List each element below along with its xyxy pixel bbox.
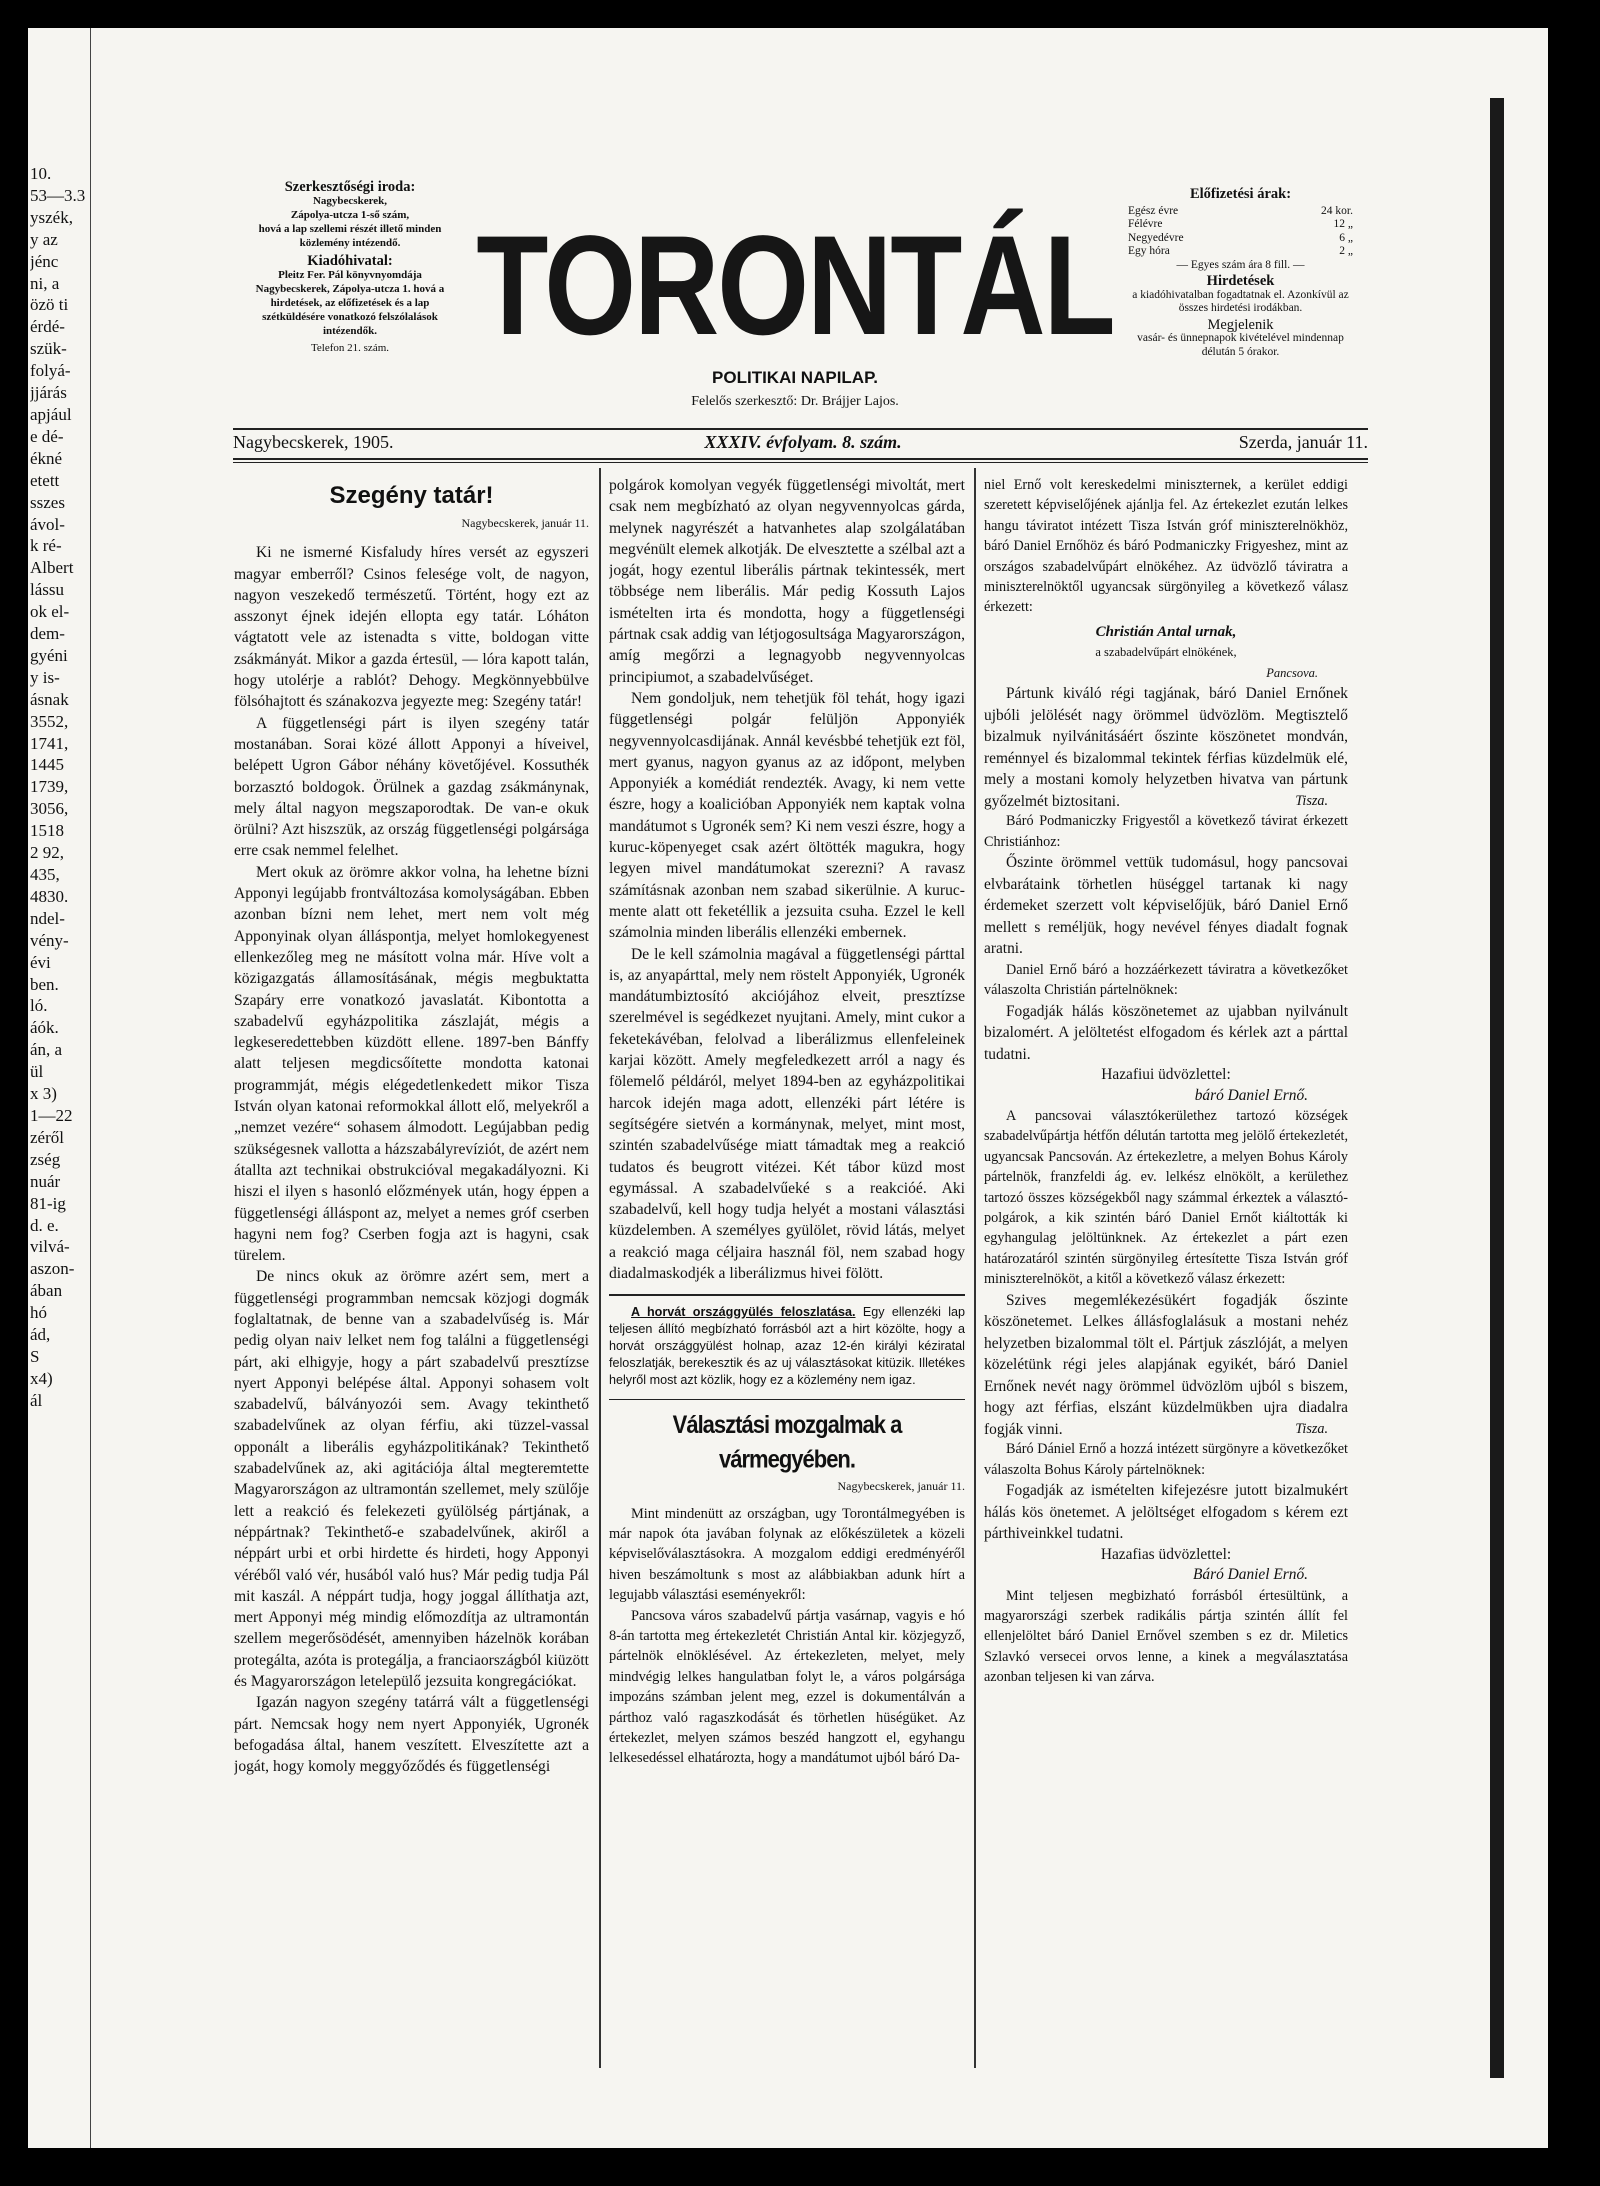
- volume-number: XXXIV. évfolyam. 8. szám.: [704, 432, 902, 452]
- margin-fragment: sszes: [30, 492, 65, 512]
- adjacent-page-fragments: [30, 163, 88, 2063]
- greeting: Hazafiui üdvözlettel:: [1101, 1066, 1231, 1084]
- paragraph: Báró Dániel Ernő a hozzá intézett sürgönyre a következőket válaszolta Bohus Károly pártelnöknek:: [984, 1441, 1348, 1478]
- telegram: Őszinte örömmel vettük tudomásul, hogy pancsovai elvbarátaink törhetlen hüséggel tartanak ki nagy érdemeket szerzett volt képviselőjük, báró Daniel Ernő mellett s reméljük, hogy nevével fényes diadalt fognak aratni.: [984, 854, 1348, 958]
- margin-fragment: 3056,: [30, 799, 69, 819]
- margin-fragment: jénc: [30, 251, 59, 271]
- margin-fragment: 10.: [30, 164, 52, 183]
- double-rule-2: [233, 462, 1368, 463]
- paragraph: Daniel Ernő báró a hozzáérkezett táviratra a következőket válaszolta Christián pártelnöknek:: [984, 961, 1348, 999]
- addressee-place: Pancsova.: [1266, 665, 1318, 680]
- publisher-body: Pleitz Fer. Pál könyvnyomdája Nagybecskerek, Zápolya-utcza 1. hová a hirdetések, az előfizetések és a lap szétküldésére vonatkozó felszólalások intézendők.: [255, 269, 445, 337]
- section-rule: [609, 1399, 965, 1401]
- column-2: [609, 475, 965, 2085]
- margin-fragment: 3552,: [30, 711, 69, 731]
- margin-fragment: jjárás: [30, 383, 67, 403]
- appears-body: vasár- és ünnepnapok kivételével mindennap délután 5 órakor.: [1137, 332, 1344, 358]
- masthead-editor: Felelős szerkesztő: Dr. Brájjer Lajos.: [691, 394, 899, 409]
- notice-body: Egy ellenzéki lap teljesen állító megbízható forrásból azt a hirt közölte, hogy a horvát országgyülést holnap, azaz 12-én királyi kéziratal feloszlatják, berekesztik és az uj választásokat kitüzik. Illetékes helyről most azt közlik, hogy ez a közlemény nem igaz.: [609, 1304, 965, 1387]
- margin-fragment: szük-: [30, 339, 67, 359]
- appears-title: Megjelenik: [1207, 316, 1274, 333]
- margin-fragment: áók.: [30, 1018, 59, 1038]
- paragraph: Igazán nagyon szegény tatárrá vált a függetlenségi párt. Nemcsak hogy nem nyert Apponyiék, Ugronék befogadása által, hanem veszített. Elveszítette azt a jogát, hogy komoly meggyőződés és függetlenségi: [234, 1694, 589, 1776]
- margin-fragment: x 3): [30, 1084, 57, 1104]
- ads-body: a kiadóhivatalban fogadtatnak el. Azonkívül az összes hirdetési irodákban.: [1132, 288, 1349, 314]
- margin-fragment: hó: [30, 1303, 47, 1323]
- margin-fragment: lássu: [30, 580, 64, 600]
- margin-fragment: ékné: [30, 448, 63, 468]
- margin-fragment: gyéni: [30, 645, 68, 665]
- article-title: Szegény tatár!: [329, 482, 494, 509]
- signature: Tisza.: [1295, 793, 1328, 810]
- newspaper-page: [28, 28, 1548, 2148]
- margin-fragment: ásnak: [30, 689, 69, 709]
- margin-fragment: 4830.: [30, 886, 69, 906]
- price-row: Negyedévre 6 „: [1128, 231, 1353, 244]
- price-row: Egész évre 24 kor.: [1128, 204, 1353, 217]
- margin-fragment: 1—22: [30, 1105, 73, 1125]
- margin-fragment: dem-: [30, 624, 65, 644]
- paragraph: A pancsovai választókerülethez tartozó községek szabadelvűpártja hétfőn délután tartotta meg jelölő értekezletét, ugyancsak Pancsován. Az értekezletre, a melyen Bohus Károly pártelnök, franzfeldi ág. ev. lelkész elnökölt, a kerülethez tartozó összes községekből nagy számmal érkeztek a választó-polgárok, a kik szintén báró Daniel Ernőt kiáltották ki egyhangulag jelöltünknek. Az értekezlet a párt ezen határozatáról szintén sürgönyileg értesítette Tisza István gróf miniszterelnököt, a kitől a következő válasz érkezett:: [984, 1107, 1348, 1288]
- top-rule: [233, 428, 1368, 430]
- paragraph: polgárok komolyan vegyék függetlenségi mivoltát, mert csak nem megbízható az olyan negyvennyolcas gárda, melynek nagyrészét a hatvanhetes alap szolgálatában megvénült elemek alkotják. De elvesztette a szélbal azt a jogát, hogy ezentul liberális pártnak tekintessék, mert többsége nem liberális. Már pedig Kossuth Lajos ismételten irta és mondotta, hogy a függetlenségi pártnak csak addig van létjogosultsága Magyarországon, amíg megőrzi a legnagyobb negyvennyolcas principiumot, a szabadelvűséget.: [609, 477, 965, 686]
- paragraph: Mint teljesen megbizható forrásból értesültünk, a magyarországi szerbek radikális pártja szintén állít fel ellenjelöltet báró Daniel Ernővel szemben s ez dr. Miletics Szlavkó versecei orvos lenne, a kinek a megválasztatása azonban teljesen ki van zárva.: [984, 1587, 1348, 1686]
- telegram: Fogadják hálás köszönetemet az ujabban nyilvánult bizalomért. A jelöltetést elfogadom és kérlek azt a párttal tudatni.: [984, 1002, 1348, 1063]
- paragraph: De le kell számolnia magával a függetlenségi párttal is, az anyapárttal, mely nem röstelt Apponyiék, Ugronék mandátumbiztosító akciójához elveit, presztízse szerelmével is segédkezet nyujtani. Amely, mint cukor a feketekávéban, felolvad a liberálizmus ellenfeleinek karjai között. Amely megfeledkezett arról a nagy és fölemelő példáról, melyet 1894-ben az egyházpolitikai harcok idején maga adott, ellenzéki párt létére is segítségére sietvén a kormánynak, melyet, mint most, szintén szabadelvűsége miatt támadtak meg a reakció tudatos és beugrott vitézei. Két tábor küzd most egymással. A szabadelvűeké s a reakcióé. Aki szabadelvű, kell hogy tudja helyét a mostani választási küzdelemben. A személyes gyülölet, rövid látás, melyet a reakció maga céljaira használ föl, nem szabad hogy diadalmaskodjék a liberálizmus hivei fölött.: [609, 945, 965, 1282]
- margin-fragment: 1445: [30, 755, 64, 775]
- paragraph: De nincs okuk az örömre azért sem, mert a függetlenségi programmban nemcsak közjogi dogmák foglaltatnak, de benne van a szabadelvűség is. Már pedig olyan naiv lelket nem fog találni a függetlenségi párt, aki elhigyje, hogy a párt szabadelvű presztízse nyert Apponyi belépése által. Apponyi sohasem volt szabadelvű, bálványozói sem. Avagy tekinthető szabadelvűnek az olyan férfiu, aki tüzzel-vassal opponált a liberális egyházpolitikának? Tekinthető szabadelvűnek az, aki agitációja által megteremtette Magyarországon az ultramontán szellemet, mely szülője lett a reakció és felekezeti gyülölség pártjának, a néppártnak? Tekinthető-e szabadelvűnek, akiről a néppárt urbi et orbi hirdette és hirdeti, hogy Apponyi véréből való vér, husából való hus? Már pedig tudja Pál mit kaszál. A néppárt tudja, hogy joggal állíthatja azt, mert Apponyi még mindig előmozdítja az ultramontán szellem megerősödését, amennyiben házelnök korában protegálta, azóta is protegálja, a franciaországból kiüzött és Magyarországon letelepülő jezsuita kongregációkat.: [234, 1268, 589, 1691]
- prices-title: Előfizetési árak:: [1189, 186, 1292, 202]
- telegram: Pártunk kiváló régi tagjának, báró Daniel Ernőnek ujbóli jelölését nagy örömmel üdvözlöm. Megtisztelő bizalmuk nyilvánitásáért őszinte köszönetet mondván, reménnyel és bizalommal tekintek férfias küzdelmük elé, mely a mostani komoly helyzetben hivatva van pártunk győzelmét biztositani.: [984, 685, 1348, 810]
- margin-fragment: etett: [30, 470, 60, 490]
- margin-fragment: 81-ig: [30, 1193, 66, 1213]
- column-3: [984, 475, 1348, 2085]
- margin-fragment: y az: [30, 229, 58, 249]
- margin-fragment: ló.: [30, 996, 48, 1016]
- paragraph: A függetlenségi párt is ilyen szegény tatár mostanában. Sorai közé állott Apponyi a híveivel, belépett Ugron Gábor néhány követőjével. Kossuthék borzasztó boldogok. Örülnek a gazdag zsákmánynak, mely által nagyon megszaporodtak. De van-e okuk örülni? Azt hiszszük, az ország függetlenségi polgársága erre csak nemmel felelhet.: [234, 714, 589, 860]
- notice: [609, 1304, 965, 1389]
- margin-fragment: ában: [30, 1281, 63, 1301]
- paragraph: Báró Podmaniczky Frigyestől a következő távirat érkezett Christiánhoz:: [984, 813, 1348, 850]
- signature: Tisza.: [1295, 1421, 1328, 1438]
- margin-fragment: 435,: [30, 865, 60, 884]
- margin-fragment: nuár: [30, 1171, 61, 1191]
- price-row: Egy hóra 2 „: [1128, 245, 1353, 257]
- margin-fragment: k ré-: [30, 536, 62, 556]
- margin-fragment: folyá-: [30, 361, 71, 381]
- double-rule-1: [233, 458, 1368, 460]
- margin-fragment: y is-: [30, 667, 60, 687]
- margin-fragment: ád,: [30, 1325, 51, 1345]
- paragraph: Pancsova város szabadelvű pártja vasárnap, vagyis e hó 8-án tartotta meg értekezletét Christián Antal kir. közjegyző, pártelnök elnöklésével. Az értekezleten, melyet, mely mindvégig lelkes hangulatban folyt le, a város polgársága impozáns számban jelent meg, ezzel is dokumentálván a párthoz való ragaszkodását és törhetlen hüségüket. Az értekezlet, melyen számos beszéd hangzott el, egyhangu lelkesedéssel elhatározta, hogy a mandátumot ujból báró Da-: [609, 1607, 965, 1767]
- margin-fragment: x4): [30, 1368, 53, 1388]
- column-divider: [599, 468, 601, 2068]
- office-title: Szerkesztőségi iroda:: [284, 179, 416, 195]
- margin-fragment: érdé-: [30, 317, 65, 337]
- paragraph: niel Ernő volt kereskedelmi miniszternek, a kerület eddigi szeretett képviselőjének ajánlja fel. Az értekezlet ezután lelkes hangu táviratot intézett Tisza István gróf miniszterelnökhöz, báró Daniel Ernőhöz és báró Podmaniczky Frigyeshez, mint az országos szabadelvűpárt elnökéhez. Az üdvözlő táviratra a miniszterelnöktől ugyancsak sürgönyileg a következő válasz érkezett:: [984, 477, 1348, 616]
- margin-fragment: 1741,: [30, 733, 69, 753]
- phone: Telefon 21. szám.: [310, 342, 390, 354]
- margin-fragment: ben.: [30, 974, 59, 994]
- telegram: Szives megemlékezésükért fogadják őszinte köszönetemet. Lelkes állásfoglalásuk a mostani nehéz helyzetben bizalommal tölt el. Pártjuk zászlóját, a melyen közelétünk régi jeles alapjának egyikét, báró Daniel Ernőnek nevét nagy örömmel üdvözlöm ujból s biszem, hogy azt férfias, elszánt küzdelmükben ujra diadalra fogják vinni.: [984, 1291, 1348, 1438]
- city-year: Nagybecskerek, 1905.: [233, 432, 394, 452]
- price-row: Félévre 12 „: [1128, 218, 1353, 230]
- margin-fragment: vény-: [30, 930, 69, 950]
- margin-fragment: zség: [30, 1149, 61, 1169]
- margin-fragment: án, a: [30, 1040, 63, 1060]
- margin-fragment: ni, a: [30, 273, 60, 293]
- dateline: Nagybecskerek, január 11.: [461, 516, 589, 530]
- paragraph: Mert okuk az örömre akkor volna, ha lehetne bízni Apponyi legújabb frontváltozása komolyságában. Ebben azonban bízni nem lehet, mert nem volt még Apponyinak olyan álláspontja, melyet homlokegyenest ellenkezőleg meg ne másított volna már. Híve volt a közigazgatás államosításának, mégis megbuktatta Szapáry erre vonatkozó javaslatát. Kibontotta a szabadelvű egyházpolitika zászlaját, mégis a legkeseredettebben küzdött ellene. 1897-ben Bánffy alatt teljesen megdicsőítette mondotta katonai programmját, mégis elégedetlenkedett mikor Tisza István olyan katonai reformokkal állott elő, melyekről a „nemzet vezére“ sohasem álmodott. Legújabban pedig szükségesnek vallotta a házszabályrevíziót, de azért nem átallta azt technikai obstrukcióval megakadályozni. Ki hiszi el ilyen s hasonló előzmények után, hogy éppen a függetlenségi álláspont az, melyet a nemes gróf cserben hagyni nem fog? Cserben fogja azt is hagyni, csak türelem.: [234, 863, 589, 1265]
- margin-fragment: d. e.: [30, 1215, 59, 1235]
- paragraph: Mint mindenütt az országban, ugy Torontálmegyében is már napok óta javában folynak az előkészületek a közeli képviselőválasztásokra. A mozgalom eddigi eredményéről hiven beszámoltunk s most az alábbiakban adunk hírt a legujabb választási eseményekről:: [609, 1505, 965, 1604]
- margin-fragment: ndel-: [30, 908, 65, 928]
- margin-fragment: ál: [30, 1390, 43, 1410]
- paragraph: Ki ne ismerné Kisfaludy híres versét az egyszeri magyar emberről? Csinos felesége volt, de nagyon, nagyon veszekedő természetű. Történt, hogy ezt az asszonyt éjnek idején ellopta egy tatár. Lóháton vágtatott vele az istenadta s vitte, boldogan vitte zsákmányát. Mikor a gazda értesül, — lóra kapott talán, hogy utolérje a rablót? Dehogy. Megkönnyebbülve fölsóhajtott és szánakozva jegyezte meg: Szegény tatár!: [234, 544, 589, 711]
- office-note: hová a lap szellemi részét illető minden közlemény intézendő.: [258, 223, 442, 249]
- margin-fragment: ok el-: [30, 602, 70, 622]
- margin-fragment: évi: [30, 952, 51, 972]
- notice-lead: A horvát országgyülés feloszlatása.: [631, 1304, 856, 1319]
- greeting: Hazafias üdvözlettel:: [1100, 1545, 1232, 1563]
- addressee-name: Christián Antal urnak,: [1095, 623, 1237, 640]
- masthead-left: [250, 180, 450, 355]
- office-street: Zápolya-utcza 1-ső szám,: [290, 209, 410, 221]
- margin-fragment: özö ti: [30, 295, 69, 315]
- office-city: Nagybecskerek,: [312, 195, 388, 207]
- margin-fragment: apjául: [30, 404, 72, 424]
- margin-fragment: S: [30, 1346, 40, 1366]
- margin-fragment: aszon-: [30, 1259, 75, 1279]
- addressee-role: a szabadelvűpárt elnökének,: [1095, 645, 1237, 660]
- margin-fragment: 53—3.3: [30, 185, 86, 205]
- margin-fragment: zéről: [30, 1127, 64, 1147]
- margin-fragment: 1739,: [30, 777, 69, 797]
- paragraph: Nem gondoljuk, nem tehetjük föl tehát, hogy igazi függetlenségi polgár felüljön Apponyiék negyvennyolcasdijának. Annál kevésbbé tehetjük ezt föl, mert gyanus, nagyon gyanus az az időpont, melyben Apponyiék a komédiát rendezték. Avagy, ki nem vette észre, hogy a koalicióban Apponyiék nem kaptak volna mandátumot s Ugronék sem? Ki nem veszi észre, hogy a kuruc-köpenyeget csak azért öltötték magukra, hogy legyen mivel mandátumokat szerezni? A ravasz számításnak azonban nem szabad sikerülnie. A kuruc-mente alatt ott feketéllik a jezsuita csuha. Ezzel le kell számolnia minden liberális ellenzéki embernek.: [609, 689, 965, 942]
- publisher-title: Kiadóhivatal:: [307, 253, 393, 269]
- margin-fragment: ül: [30, 1062, 44, 1082]
- margin-fragment: vilvá-: [30, 1237, 70, 1257]
- margin-fragment: e dé-: [30, 426, 64, 446]
- dateline: Nagybecskerek, január 11.: [837, 1479, 965, 1494]
- single-issue-price: — Egyes szám ára 8 fill. —: [1176, 258, 1305, 271]
- signature: báró Daniel Ernő.: [1194, 1086, 1308, 1104]
- margin-fragment: 1518: [30, 821, 64, 841]
- signature: Báró Daniel Ernő.: [1193, 1566, 1308, 1584]
- ads-title: Hirdetések: [1206, 273, 1275, 289]
- margin-fragment: Albert: [30, 558, 74, 578]
- masthead-title: TORONTÁL: [476, 206, 1114, 366]
- masthead-subtitle: POLITIKAI NAPILAP.: [712, 368, 878, 387]
- column-1: [234, 475, 589, 2085]
- margin-fragment: ávol-: [30, 514, 65, 534]
- page-edge-shadow: [1490, 98, 1504, 2078]
- telegram: Fogadják az ismételten kifejezésre jutott bizalmukért hálás kös önetemet. A jelöltséget elfogadom s kérem ezt párthiveinkkel tudatni.: [984, 1482, 1348, 1543]
- column-divider: [974, 468, 976, 2068]
- article-title: Választási mozgalmak a vármegyében.: [672, 1410, 902, 1474]
- weekday-date: Szerda, január 11.: [1238, 432, 1368, 452]
- margin-fragment: 2 92,: [30, 843, 64, 863]
- section-rule: [609, 1294, 965, 1296]
- masthead-right: [1128, 188, 1353, 359]
- margin-fragment: yszék,: [30, 207, 73, 227]
